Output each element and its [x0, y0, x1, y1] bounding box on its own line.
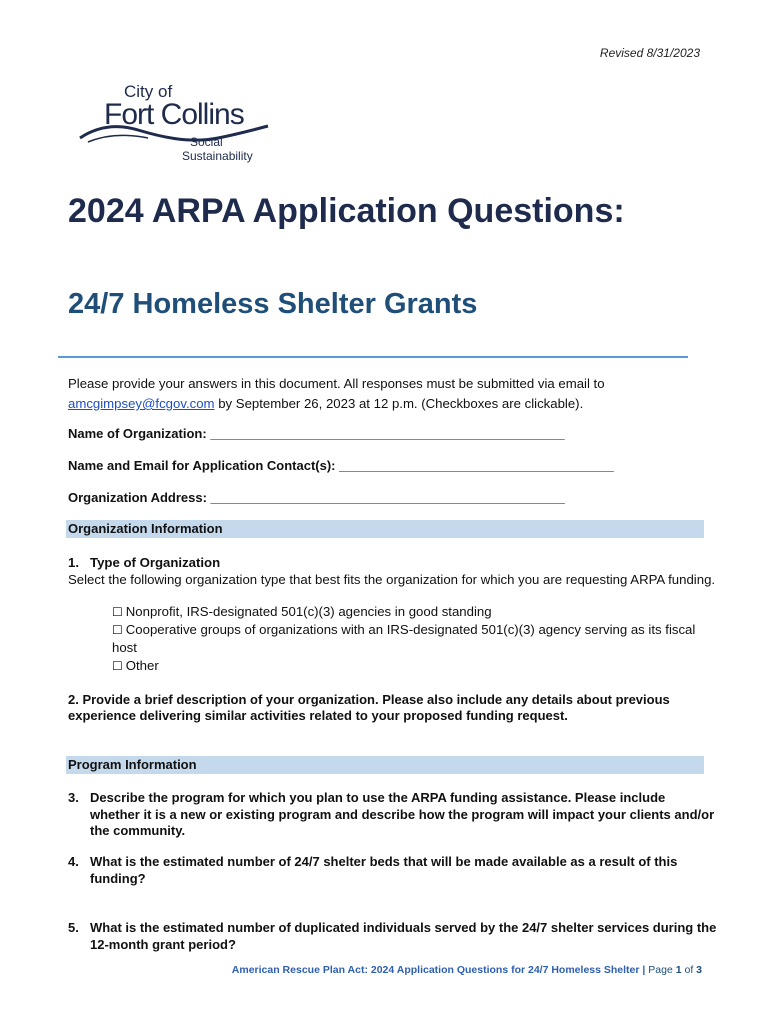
- page-subtitle: 24/7 Homeless Shelter Grants: [68, 288, 478, 320]
- section-program-information: Program Information: [66, 756, 704, 774]
- question-1-number: 1.: [68, 555, 79, 570]
- question-3-text: Describe the program for which you plan to use the ARPA funding assistance. Please include whether it is a new or existing program and describe how the program will impact your clients and/or the community.: [90, 790, 715, 838]
- page-footer: American Rescue Plan Act: 2024 Application Questions for 24/7 Homeless Shelter | Page 1 of 3: [231, 964, 702, 976]
- question-3-number: 3.: [68, 790, 79, 805]
- logo-city-of: City of: [124, 82, 173, 101]
- option-nonprofit[interactable]: ☐ Nonprofit, IRS-designated 501(c)(3) agencies in good standing: [112, 604, 492, 619]
- city-logo: [78, 80, 278, 164]
- page-title: 2024 ARPA Application Questions:: [68, 192, 625, 230]
- intro-text: Please provide your answers in this document. All responses must be submitted via email to: [68, 376, 605, 391]
- option-other[interactable]: ☐ Other: [112, 658, 159, 673]
- question-4-number: 4.: [68, 854, 79, 869]
- page-total: 3: [696, 964, 702, 976]
- option-cooperative[interactable]: ☐ Cooperative groups of organizations with an IRS-designated 501(c)(3) agency serving as its fiscal host: [112, 622, 696, 655]
- question-1: [68, 554, 718, 588]
- contact-field[interactable]: Name and Email for Application Contact(s): ______________________________________: [68, 458, 614, 473]
- org-address-field[interactable]: Organization Address: _________________________________________________: [68, 490, 565, 505]
- question-2: 2. Provide a brief description of your organization. Please also include any details about previous experience delivering similar activities related to your proposed funding request.: [68, 692, 670, 723]
- question-5: [68, 920, 718, 953]
- checkbox-icon: ☐: [112, 659, 123, 673]
- intro-deadline-text: by September 26, 2023 at 12 p.m. (Checkboxes are clickable).: [214, 396, 584, 411]
- contact-email-link[interactable]: amcgimpsey@fcgov.com: [68, 396, 215, 411]
- question-3: [68, 790, 718, 840]
- title-divider: [58, 356, 688, 358]
- logo-sustainability: Sustainability: [182, 149, 253, 163]
- question-1-prompt: Select the following organization type that best fits the organization for which you are requesting ARPA funding.: [68, 572, 716, 587]
- question-4: [68, 854, 718, 887]
- section-organization-information: Organization Information: [66, 520, 704, 538]
- checkbox-icon: ☐: [112, 623, 123, 637]
- checkbox-icon: ☐: [112, 605, 123, 619]
- revised-date: Revised 8/31/2023: [599, 46, 700, 60]
- logo-fort-collins: Fort Collins: [104, 98, 244, 131]
- question-5-number: 5.: [68, 920, 79, 935]
- logo-social: Social: [190, 135, 223, 149]
- org-type-options: [112, 603, 712, 675]
- question-1-title: Type of Organization: [90, 555, 221, 570]
- org-name-field[interactable]: Name of Organization: _________________________________________________: [68, 426, 565, 441]
- question-4-text: What is the estimated number of 24/7 shelter beds that will be made available as a result of this funding?: [90, 854, 678, 886]
- footer-title: American Rescue Plan Act: 2024 Application Questions for 24/7 Homeless Shelter: [231, 964, 640, 976]
- question-5-text: What is the estimated number of duplicated individuals served by the 24/7 shelter services during the 12-month grant period?: [90, 920, 717, 952]
- intro-paragraph: [68, 374, 718, 414]
- page-number: 1: [675, 964, 682, 976]
